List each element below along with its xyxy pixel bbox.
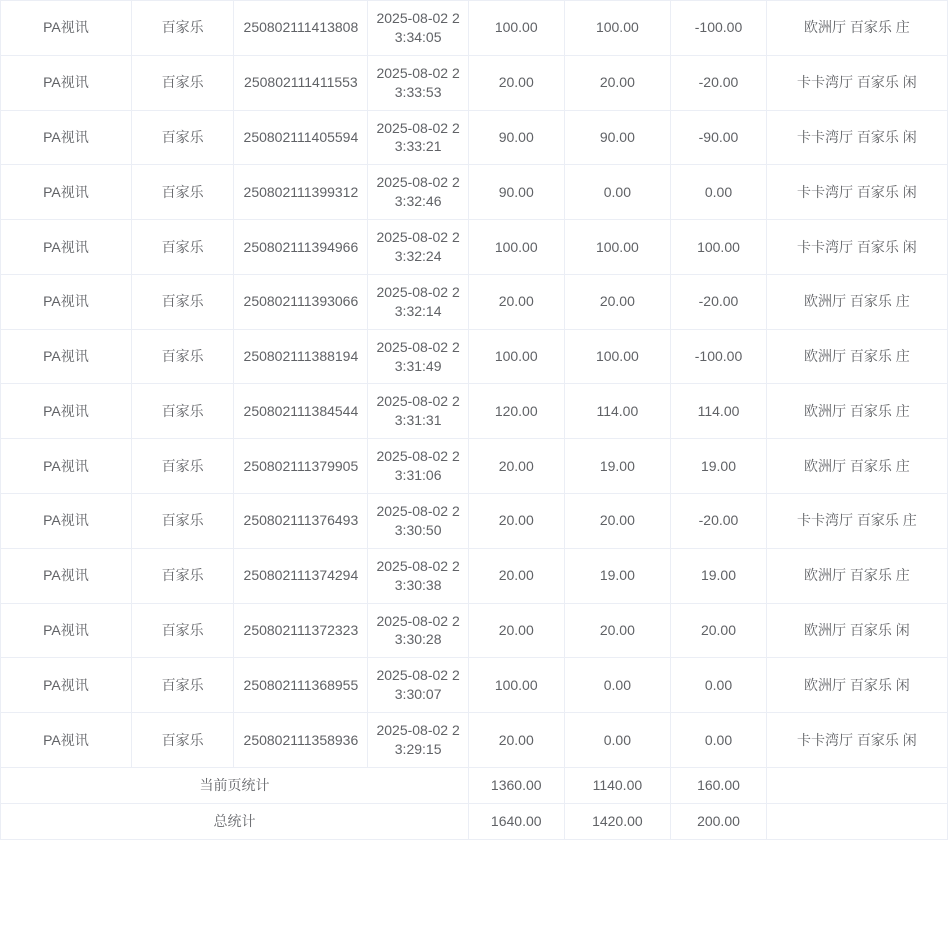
summary-win-loss: 160.00 (671, 767, 767, 803)
summary-row-current-page (1, 767, 948, 803)
cell-order-id: 250802111394966 (234, 220, 368, 275)
cell-platform: PA视讯 (1, 548, 132, 603)
table-row[interactable] (1, 1, 948, 56)
cell-valid-bet: 20.00 (564, 603, 671, 658)
cell-platform: PA视讯 (1, 110, 132, 165)
cell-time: 2025-08-02 23:32:46 (368, 165, 469, 220)
cell-game: 百家乐 (131, 274, 234, 329)
cell-win-loss: -20.00 (671, 55, 767, 110)
table-row[interactable] (1, 548, 948, 603)
cell-detail: 欧洲厅 百家乐 庄 (766, 384, 947, 439)
cell-win-loss: -20.00 (671, 274, 767, 329)
cell-valid-bet: 19.00 (564, 548, 671, 603)
cell-time: 2025-08-02 23:32:24 (368, 220, 469, 275)
cell-valid-bet: 90.00 (564, 110, 671, 165)
summary-detail-blank (766, 803, 947, 839)
summary-win-loss: 200.00 (671, 803, 767, 839)
table-row[interactable] (1, 274, 948, 329)
cell-win-loss: -100.00 (671, 329, 767, 384)
cell-game: 百家乐 (131, 165, 234, 220)
table-row[interactable] (1, 165, 948, 220)
table-row[interactable] (1, 439, 948, 494)
cell-win-loss: -90.00 (671, 110, 767, 165)
cell-time: 2025-08-02 23:33:53 (368, 55, 469, 110)
cell-bet-amount: 120.00 (468, 384, 564, 439)
summary-label: 当前页统计 (1, 767, 469, 803)
cell-valid-bet: 0.00 (564, 658, 671, 713)
table-row[interactable] (1, 110, 948, 165)
cell-order-id: 250802111372323 (234, 603, 368, 658)
cell-order-id: 250802111376493 (234, 494, 368, 549)
cell-platform: PA视讯 (1, 603, 132, 658)
cell-valid-bet: 114.00 (564, 384, 671, 439)
cell-platform: PA视讯 (1, 1, 132, 56)
cell-bet-amount: 20.00 (468, 439, 564, 494)
cell-bet-amount: 20.00 (468, 713, 564, 768)
cell-platform: PA视讯 (1, 274, 132, 329)
cell-game: 百家乐 (131, 1, 234, 56)
cell-detail: 欧洲厅 百家乐 庄 (766, 439, 947, 494)
cell-order-id: 250802111384544 (234, 384, 368, 439)
cell-platform: PA视讯 (1, 384, 132, 439)
cell-game: 百家乐 (131, 548, 234, 603)
table-row[interactable] (1, 220, 948, 275)
cell-valid-bet: 0.00 (564, 713, 671, 768)
cell-order-id: 250802111358936 (234, 713, 368, 768)
cell-platform: PA视讯 (1, 329, 132, 384)
cell-time: 2025-08-02 23:29:15 (368, 713, 469, 768)
cell-game: 百家乐 (131, 220, 234, 275)
summary-valid-bet: 1140.00 (564, 767, 671, 803)
cell-win-loss: 0.00 (671, 658, 767, 713)
cell-platform: PA视讯 (1, 658, 132, 713)
cell-win-loss: 19.00 (671, 439, 767, 494)
cell-bet-amount: 100.00 (468, 329, 564, 384)
summary-label: 总统计 (1, 803, 469, 839)
cell-game: 百家乐 (131, 603, 234, 658)
cell-game: 百家乐 (131, 713, 234, 768)
cell-time: 2025-08-02 23:30:07 (368, 658, 469, 713)
cell-time: 2025-08-02 23:31:49 (368, 329, 469, 384)
cell-win-loss: 114.00 (671, 384, 767, 439)
summary-detail-blank (766, 767, 947, 803)
cell-time: 2025-08-02 23:30:28 (368, 603, 469, 658)
cell-detail: 欧洲厅 百家乐 闲 (766, 603, 947, 658)
cell-valid-bet: 100.00 (564, 220, 671, 275)
table-row[interactable] (1, 658, 948, 713)
cell-detail: 卡卡湾厅 百家乐 闲 (766, 713, 947, 768)
cell-order-id: 250802111411553 (234, 55, 368, 110)
cell-valid-bet: 100.00 (564, 329, 671, 384)
cell-detail: 卡卡湾厅 百家乐 闲 (766, 165, 947, 220)
cell-win-loss: 0.00 (671, 713, 767, 768)
cell-order-id: 250802111399312 (234, 165, 368, 220)
cell-game: 百家乐 (131, 55, 234, 110)
cell-valid-bet: 20.00 (564, 55, 671, 110)
cell-order-id: 250802111393066 (234, 274, 368, 329)
cell-time: 2025-08-02 23:30:38 (368, 548, 469, 603)
cell-platform: PA视讯 (1, 439, 132, 494)
summary-bet-amount: 1640.00 (468, 803, 564, 839)
table-row[interactable] (1, 329, 948, 384)
cell-bet-amount: 20.00 (468, 494, 564, 549)
cell-time: 2025-08-02 23:31:31 (368, 384, 469, 439)
cell-win-loss: 19.00 (671, 548, 767, 603)
cell-detail: 欧洲厅 百家乐 庄 (766, 1, 947, 56)
cell-order-id: 250802111374294 (234, 548, 368, 603)
cell-detail: 卡卡湾厅 百家乐 闲 (766, 110, 947, 165)
cell-bet-amount: 100.00 (468, 1, 564, 56)
table-row[interactable] (1, 603, 948, 658)
cell-order-id: 250802111413808 (234, 1, 368, 56)
cell-bet-amount: 20.00 (468, 55, 564, 110)
cell-win-loss: 0.00 (671, 165, 767, 220)
cell-order-id: 250802111368955 (234, 658, 368, 713)
cell-valid-bet: 20.00 (564, 274, 671, 329)
cell-detail: 欧洲厅 百家乐 庄 (766, 274, 947, 329)
cell-platform: PA视讯 (1, 165, 132, 220)
cell-win-loss: -20.00 (671, 494, 767, 549)
cell-detail: 欧洲厅 百家乐 闲 (766, 658, 947, 713)
cell-order-id: 250802111388194 (234, 329, 368, 384)
cell-time: 2025-08-02 23:31:06 (368, 439, 469, 494)
cell-order-id: 250802111379905 (234, 439, 368, 494)
summary-valid-bet: 1420.00 (564, 803, 671, 839)
summary-row-total (1, 803, 948, 839)
cell-bet-amount: 100.00 (468, 658, 564, 713)
cell-platform: PA视讯 (1, 220, 132, 275)
cell-bet-amount: 20.00 (468, 603, 564, 658)
cell-order-id: 250802111405594 (234, 110, 368, 165)
cell-detail: 卡卡湾厅 百家乐 闲 (766, 55, 947, 110)
cell-game: 百家乐 (131, 110, 234, 165)
cell-game: 百家乐 (131, 658, 234, 713)
cell-win-loss: -100.00 (671, 1, 767, 56)
cell-valid-bet: 100.00 (564, 1, 671, 56)
table-body (1, 1, 948, 840)
table-row[interactable] (1, 384, 948, 439)
cell-bet-amount: 90.00 (468, 165, 564, 220)
cell-game: 百家乐 (131, 329, 234, 384)
table-row[interactable] (1, 55, 948, 110)
cell-detail: 欧洲厅 百家乐 庄 (766, 329, 947, 384)
cell-bet-amount: 90.00 (468, 110, 564, 165)
cell-platform: PA视讯 (1, 494, 132, 549)
cell-bet-amount: 20.00 (468, 548, 564, 603)
cell-time: 2025-08-02 23:32:14 (368, 274, 469, 329)
cell-bet-amount: 100.00 (468, 220, 564, 275)
cell-win-loss: 100.00 (671, 220, 767, 275)
cell-bet-amount: 20.00 (468, 274, 564, 329)
cell-game: 百家乐 (131, 494, 234, 549)
cell-time: 2025-08-02 23:34:05 (368, 1, 469, 56)
summary-bet-amount: 1360.00 (468, 767, 564, 803)
cell-detail: 卡卡湾厅 百家乐 庄 (766, 494, 947, 549)
cell-game: 百家乐 (131, 439, 234, 494)
cell-valid-bet: 20.00 (564, 494, 671, 549)
table-row[interactable] (1, 494, 948, 549)
cell-game: 百家乐 (131, 384, 234, 439)
cell-time: 2025-08-02 23:30:50 (368, 494, 469, 549)
cell-valid-bet: 19.00 (564, 439, 671, 494)
cell-time: 2025-08-02 23:33:21 (368, 110, 469, 165)
cell-valid-bet: 0.00 (564, 165, 671, 220)
cell-detail: 卡卡湾厅 百家乐 闲 (766, 220, 947, 275)
cell-win-loss: 20.00 (671, 603, 767, 658)
cell-platform: PA视讯 (1, 55, 132, 110)
table-row[interactable] (1, 713, 948, 768)
cell-detail: 欧洲厅 百家乐 庄 (766, 548, 947, 603)
cell-platform: PA视讯 (1, 713, 132, 768)
